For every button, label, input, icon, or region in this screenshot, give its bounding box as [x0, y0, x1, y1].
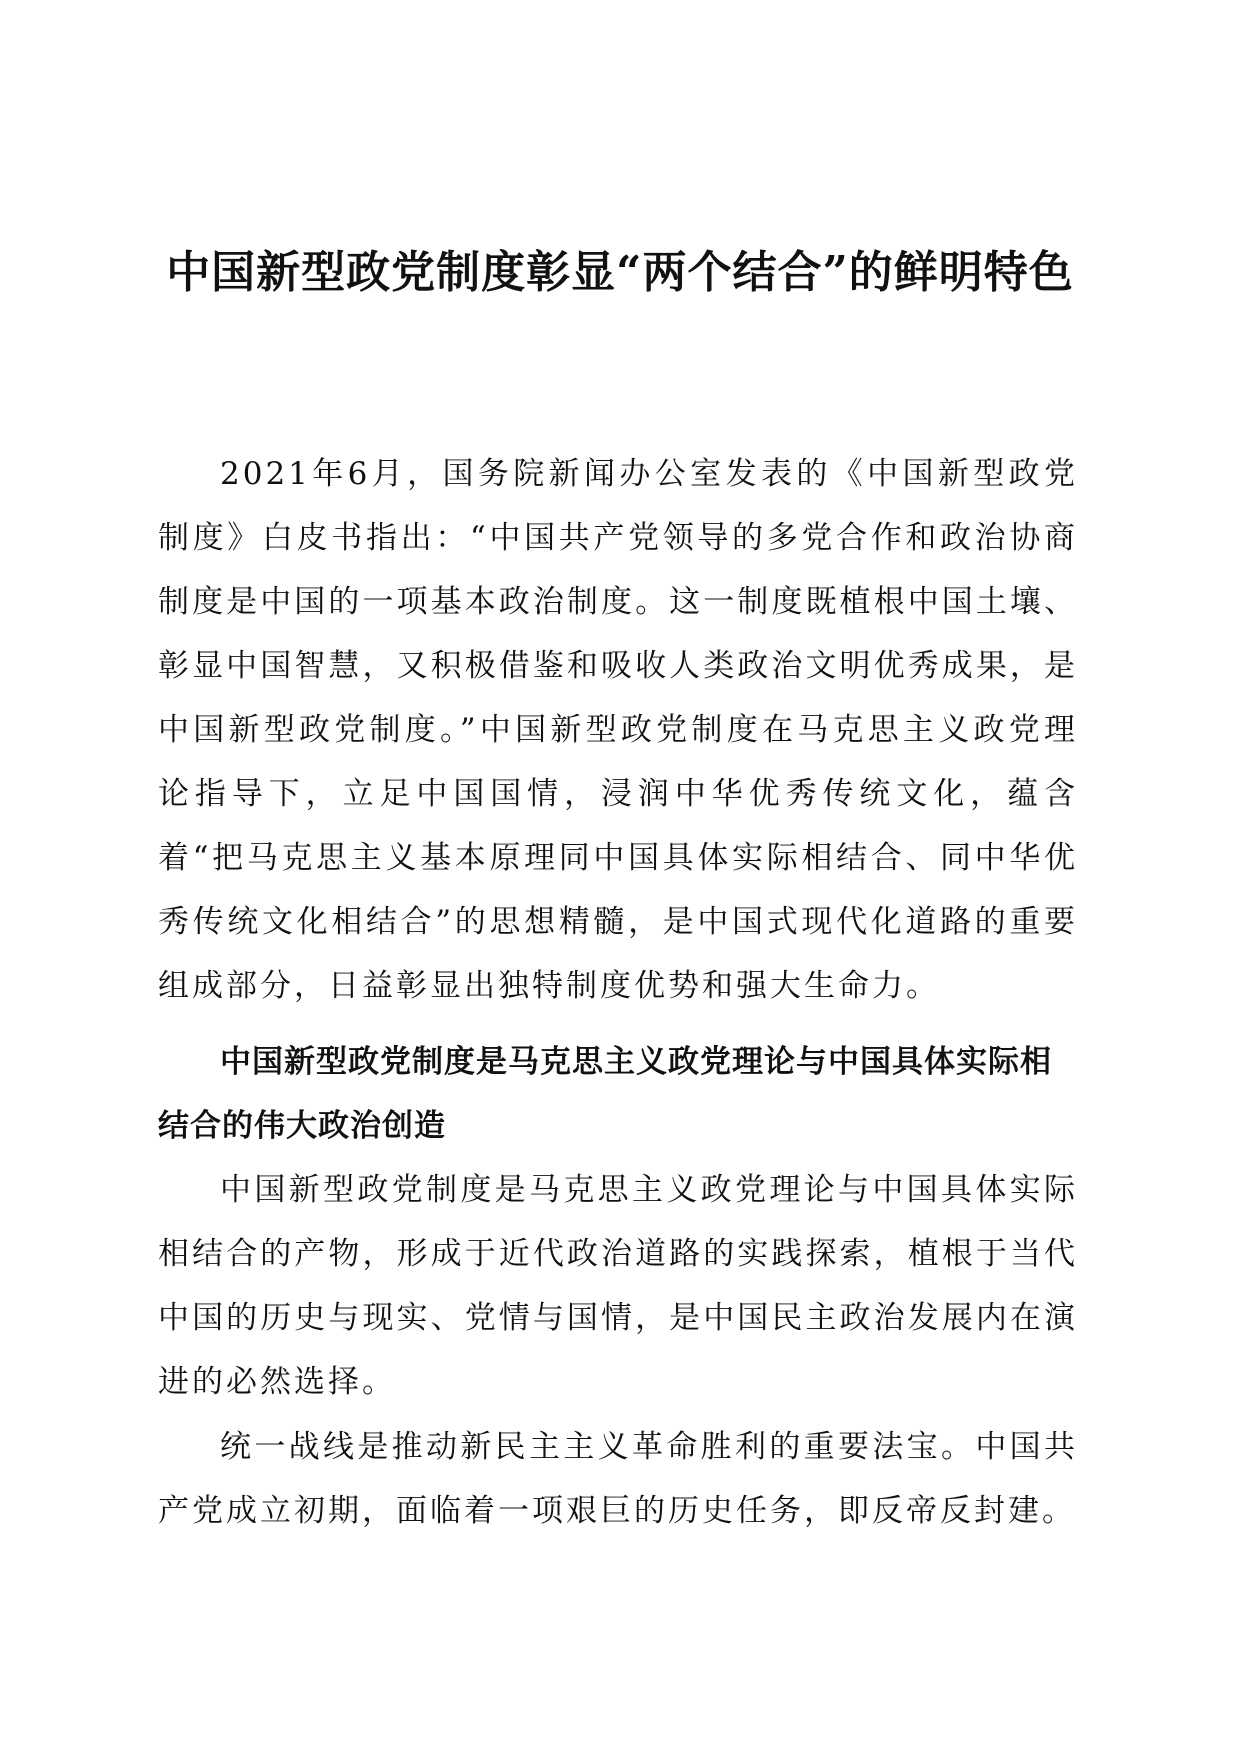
body-paragraph-2: 中国新型政党制度是马克思主义政党理论与中国具体实际相结合的产物，形成于近代政治道路的实践探索，植根于当代中国的历史与现实、党情与国情，是中国民主政治发展内在演进的必然选择。 [158, 1172, 1078, 1400]
section-heading-1: 中国新型政党制度是马克思主义政党理论与中国具体实际相结合的伟大政治创造 [158, 1044, 1052, 1144]
document-title: 中国新型政党制度彰显“两个结合”的鲜明特色 [166, 247, 1074, 298]
body-paragraph-3: 统一战线是推动新民主主义革命胜利的重要法宝。中国共产党成立初期，面临着一项艰巨的历史任务，即反帝反封建。 [158, 1429, 1078, 1529]
body-paragraph-1: 2021年6月，国务院新闻办公室发表的《中国新型政党制度》白皮书指出：“中国共产党领导的多党合作和政治协商制度是中国的一项基本政治制度。这一制度既植根中国土壤、彰显中国智慧，又积极借鉴和吸收人类政治文明优秀成果，是中国新型政党制度。”中国新型政党制度在马克思主义政党理论指导下，立足中国国情，浸润中华优秀传统文化，蕴含着“把马克思主义基本原理同中国具体实际相结合、同中华优秀传统文化相结合”的思想精髓，是中国式现代化道路的重要组成部分，日益彰显出独特制度优势和强大生命力。 [158, 456, 1078, 1004]
